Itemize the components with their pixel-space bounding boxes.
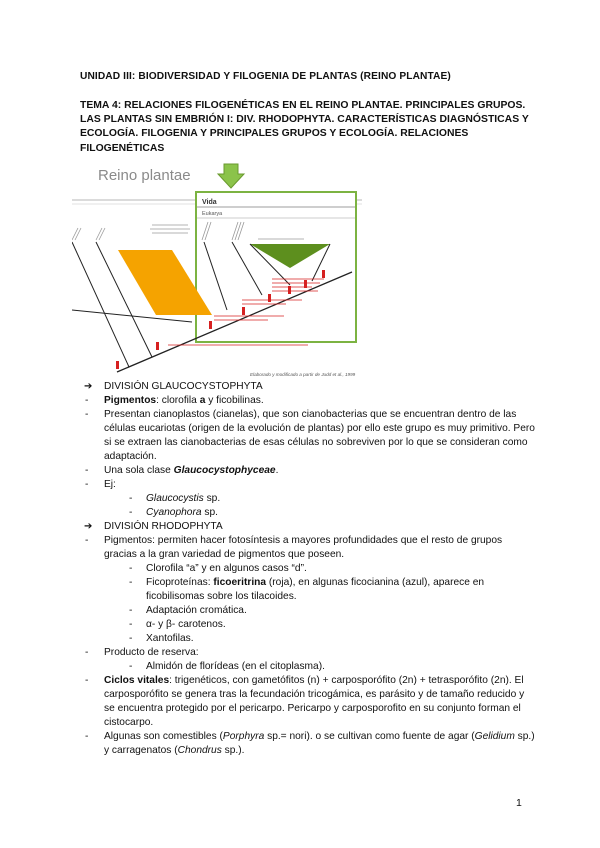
list-item-reserve: [80, 646, 535, 660]
species-name: Porphyra: [222, 731, 265, 742]
arrow-bullet-icon: ➔: [84, 381, 93, 392]
sub-item-pigment: [80, 632, 535, 646]
item-text: (roja), en algunas ficocianina (azul), aparece en ficobilisomas sobre los tilacoides.: [146, 577, 485, 602]
item-bold: Ciclos vitales: [104, 675, 170, 686]
item-text: Clorofila “a” y en algunos casos “d”.: [146, 563, 307, 574]
list-item-examples: [80, 478, 535, 492]
species-name: Cyanophora: [146, 507, 202, 518]
topic-title: TEMA 4: RELACIONES FILOGENÉTICAS EN EL REINO PLANTAE. PRINCIPALES GRUPOS. LAS PLANTAS SIN EMBRIÓN I: DIV. RHODOPHYTA. CARACTERÍSTICAS DIAGNÓSTICAS Y ECOLOGÍA. FILOGENIA Y PRINCIPALES GRUPOS Y ECOLOGÍA. RELACIONES FILOGENÉTICAS: [80, 100, 529, 154]
item-text: sp.: [203, 493, 221, 504]
section-heading-glaucocystophyta: [80, 380, 535, 394]
figure-caption: Elaborado y modificado a partir de Judd et al., 1999: [250, 372, 356, 377]
sub-item-pigment: [80, 604, 535, 618]
item-text: Almidón de florídeas (en el citoplasma).: [146, 661, 325, 672]
box-subtitle: Eukarya: [202, 211, 223, 217]
species-name: Chondrus: [177, 745, 222, 756]
list-item-single-class: [80, 464, 535, 478]
item-text: Xantofilas.: [146, 633, 194, 644]
phylogeny-diagram: [72, 162, 362, 380]
dash-bullet: -: [129, 633, 133, 644]
section-heading-text: DIVISIÓN GLAUCOCYSTOPHYTA: [104, 381, 263, 392]
item-text: .: [275, 465, 279, 476]
dash-bullet: -: [85, 647, 89, 658]
sub-item-pigment: [80, 576, 535, 604]
main-content: [80, 380, 535, 758]
dash-bullet: -: [85, 535, 89, 546]
item-bold: a: [199, 395, 206, 406]
list-item-cianoplastos: [80, 408, 535, 464]
dash-bullet: -: [129, 563, 133, 574]
item-text: Una sola clase: [104, 465, 174, 476]
list-item-pigments-rhodo: [80, 534, 535, 562]
item-text: Ficoproteínas:: [146, 577, 214, 588]
item-text: y ficobilinas.: [205, 395, 264, 406]
list-item-edible: [80, 730, 535, 758]
item-text: : trigenéticos, con gametófitos (n) + carposporófito (2n) + tetrasporófito (2n). El carposporófito se genera tras la fecundación tricogámica, es parásito y de tamaño reducido y se encuentra protegido por el pericarpo. Pericarpo y carposporofito en su conjunto forman el cistocarpo.: [104, 675, 525, 728]
phylogeny-figure: [72, 162, 362, 380]
item-text: Pigmentos: permiten hacer fotosíntesis a mayores profundidades que el resto de grupos gracias a la gran variedad de pigmentos que poseen.: [104, 535, 503, 560]
sub-item-example: [80, 492, 535, 506]
sub-item-pigment: [80, 618, 535, 632]
figure-title: Reino plantae: [98, 167, 191, 184]
arrow-down-icon: [218, 164, 244, 188]
item-text: : clorofila: [156, 395, 200, 406]
item-text: sp.= nori). o se cultivan como fuente de agar (: [264, 731, 475, 742]
item-text: Algunas son comestibles (: [104, 731, 223, 742]
dash-bullet: -: [129, 507, 133, 518]
dash-bullet: -: [129, 577, 133, 588]
dash-bullet: -: [85, 675, 89, 686]
list-item-life-cycle: [80, 674, 535, 730]
item-text: α- y β- carotenos.: [146, 619, 226, 630]
unit-title: UNIDAD III: BIODIVERSIDAD Y FILOGENIA DE PLANTAS (REINO PLANTAE): [80, 71, 451, 82]
dash-bullet: -: [129, 661, 133, 672]
item-text: Presentan cianoplastos (cianelas), que son cianobacterias que se encuentran dentro de las células eucariotas (origen de la evolución de plantas) por ello este grupo es muy primitivo. Pero si se extraen las cianobacterias de esas células no sobreviven por lo que se consideran como adaptación.: [104, 409, 535, 462]
dash-bullet: -: [85, 731, 89, 742]
item-bold: Pigmentos: [104, 395, 157, 406]
list-item-pigments-glauco: [80, 394, 535, 408]
arrow-bullet-icon: ➔: [84, 521, 93, 532]
item-text: Ej:: [104, 479, 116, 490]
dash-bullet: -: [129, 605, 133, 616]
dash-bullet: -: [85, 465, 89, 476]
item-text: Producto de reserva:: [104, 647, 199, 658]
item-text: sp.).: [221, 745, 245, 756]
item-text: sp.: [201, 507, 218, 518]
box-title: Vida: [202, 199, 217, 206]
page-number: 1: [516, 797, 522, 809]
sub-item-example: [80, 506, 535, 520]
dash-bullet: -: [85, 395, 89, 406]
species-name: Glaucocystis: [146, 493, 204, 504]
dash-bullet: -: [85, 409, 89, 420]
item-text: Adaptación cromática.: [146, 605, 247, 616]
item-bold-italic: Glaucocystophyceae: [173, 465, 276, 476]
item-text: sp.) y carragenatos (: [104, 731, 535, 756]
dash-bullet: -: [129, 619, 133, 630]
species-name: Gelidium: [474, 731, 515, 742]
section-heading-text: DIVISIÓN RHODOPHYTA: [104, 521, 223, 532]
item-bold: ficoeritrina: [213, 577, 267, 588]
sub-item-reserve: [80, 660, 535, 674]
section-heading-rhodophyta: [80, 520, 535, 534]
dash-bullet: -: [129, 493, 133, 504]
dash-bullet: -: [85, 479, 89, 490]
branch-1: [72, 242, 129, 367]
sub-item-pigment: [80, 562, 535, 576]
